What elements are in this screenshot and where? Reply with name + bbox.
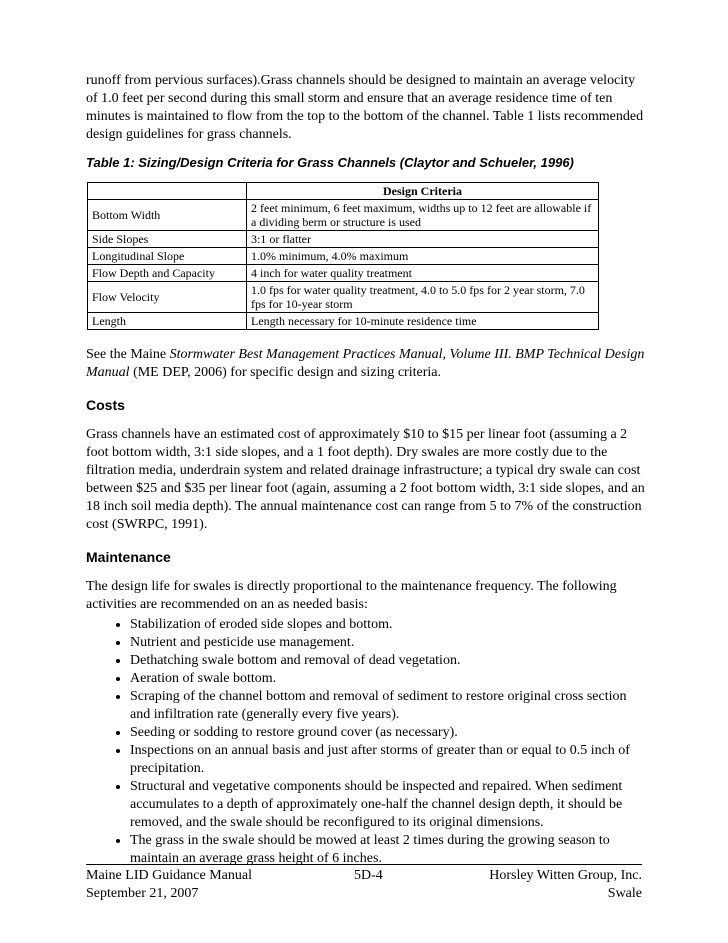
maintenance-intro: The design life for swales is directly proportional to the maintenance frequency. The following activities are recommended on an as needed basis: [86, 579, 617, 612]
list-item: • Structural and vegetative components should be inspected and repaired. When sediment accumulates to a depth of approximately one-half the channel design depth, it should be removed, and the swale should be reconfigured to its original dimensions. [130, 778, 646, 832]
list-item: • Seeding or sodding to restore ground cover (as necessary). [130, 724, 646, 742]
table-cell-param: Side Slopes [88, 231, 247, 248]
table-row [88, 265, 599, 282]
table-cell-param: Longitudinal Slope [88, 248, 247, 265]
table-row [88, 200, 599, 231]
table-cell-criteria: 1.0% minimum, 4.0% maximum [247, 248, 599, 265]
costs-paragraph: Grass channels have an estimated cost of approximately $10 to $15 per linear foot (assuming a 2 foot bottom width, 3:1 side slopes, and a 1 foot depth). Dry swales are more costly due to the filtration media, underdrain system and related drainage infrastructure; a typical dry swale can cost between $25 and $35 per linear foot (again, assuming a 2 foot bottom width, 3:1 side slopes, and an 18 inch soil media depth). The annual maintenance cost can range from 5 to 7% of the construction cost (SWRPC, 1991). [86, 427, 645, 532]
table-cell-param: Length [88, 313, 247, 330]
footer-row-2 [86, 885, 642, 903]
maintenance-heading: Maintenance [86, 549, 171, 565]
list-item: • Nutrient and pesticide use management. [130, 634, 646, 652]
footer-date: September 21, 2007 [86, 886, 199, 901]
list-item: • Stabilization of eroded side slopes and bottom. [130, 616, 646, 634]
footer-section: Swale [607, 886, 642, 901]
table-cell-param: Flow Depth and Capacity [88, 265, 247, 282]
table-cell-criteria: Length necessary for 10-minute residence time [247, 313, 599, 330]
see-also-paragraph [86, 346, 646, 382]
see-also-suffix: (ME DEP, 2006) for specific design and sizing criteria. [129, 365, 441, 380]
list-item: • Scraping of the channel bottom and removal of sediment to restore original cross section and infiltration rate (generally every five years). [130, 688, 646, 724]
footer-manual-title: Maine LID Guidance Manual [86, 868, 252, 883]
table-header-blank [88, 183, 247, 200]
costs-heading: Costs [86, 397, 125, 413]
table-caption: Table 1: Sizing/Design Criteria for Grass Channels (Claytor and Schueler, 1996) [86, 155, 574, 170]
table-cell-criteria: 2 feet minimum, 6 feet maximum, widths up to 12 feet are allowable if a dividing berm or structure is used [247, 200, 599, 231]
page-footer [86, 864, 642, 903]
table-row [88, 313, 599, 330]
page-content [86, 72, 646, 868]
table-cell-criteria: 1.0 fps for water quality treatment, 4.0 to 5.0 fps for 2 year storm, 7.0 fps for 10-year storm [247, 282, 599, 313]
table-cell-param: Flow Velocity [88, 282, 247, 313]
table-header-criteria: Design Criteria [247, 183, 599, 200]
table-row [88, 282, 599, 313]
list-item: • Aeration of swale bottom. [130, 670, 646, 688]
table-cell-criteria: 4 inch for water quality treatment [247, 265, 599, 282]
list-item: • Dethatching swale bottom and removal of dead vegetation. [130, 652, 646, 670]
see-also-prefix: See the Maine [86, 347, 170, 362]
design-criteria-table [87, 182, 599, 330]
footer-row-1 [86, 867, 642, 885]
table-row [88, 248, 599, 265]
table-header-row [88, 183, 599, 200]
maintenance-list [86, 616, 646, 868]
footer-page-number: 5D-4 [354, 868, 383, 883]
see-also-title: Stormwater Best Management Practices Manual, Volume III. BMP Technical Design Manual [86, 347, 645, 380]
table-row [88, 231, 599, 248]
intro-paragraph: runoff from pervious surfaces).Grass channels should be designed to maintain an average velocity of 1.0 feet per second during this small storm and ensure that an average residence time of ten minutes is maintained to flow from the top to the bottom of the channel. Table 1 lists recommended design guidelines for grass channels. [86, 73, 644, 142]
list-item: • Inspections on an annual basis and just after storms of greater than or equal to 0.5 inch of precipitation. [130, 742, 646, 778]
footer-author: Horsley Witten Group, Inc. [489, 868, 642, 883]
list-item: • The grass in the swale should be mowed at least 2 times during the growing season to maintain an average grass height of 6 inches. [130, 832, 646, 868]
table-cell-criteria: 3:1 or flatter [247, 231, 599, 248]
table-cell-param: Bottom Width [88, 200, 247, 231]
